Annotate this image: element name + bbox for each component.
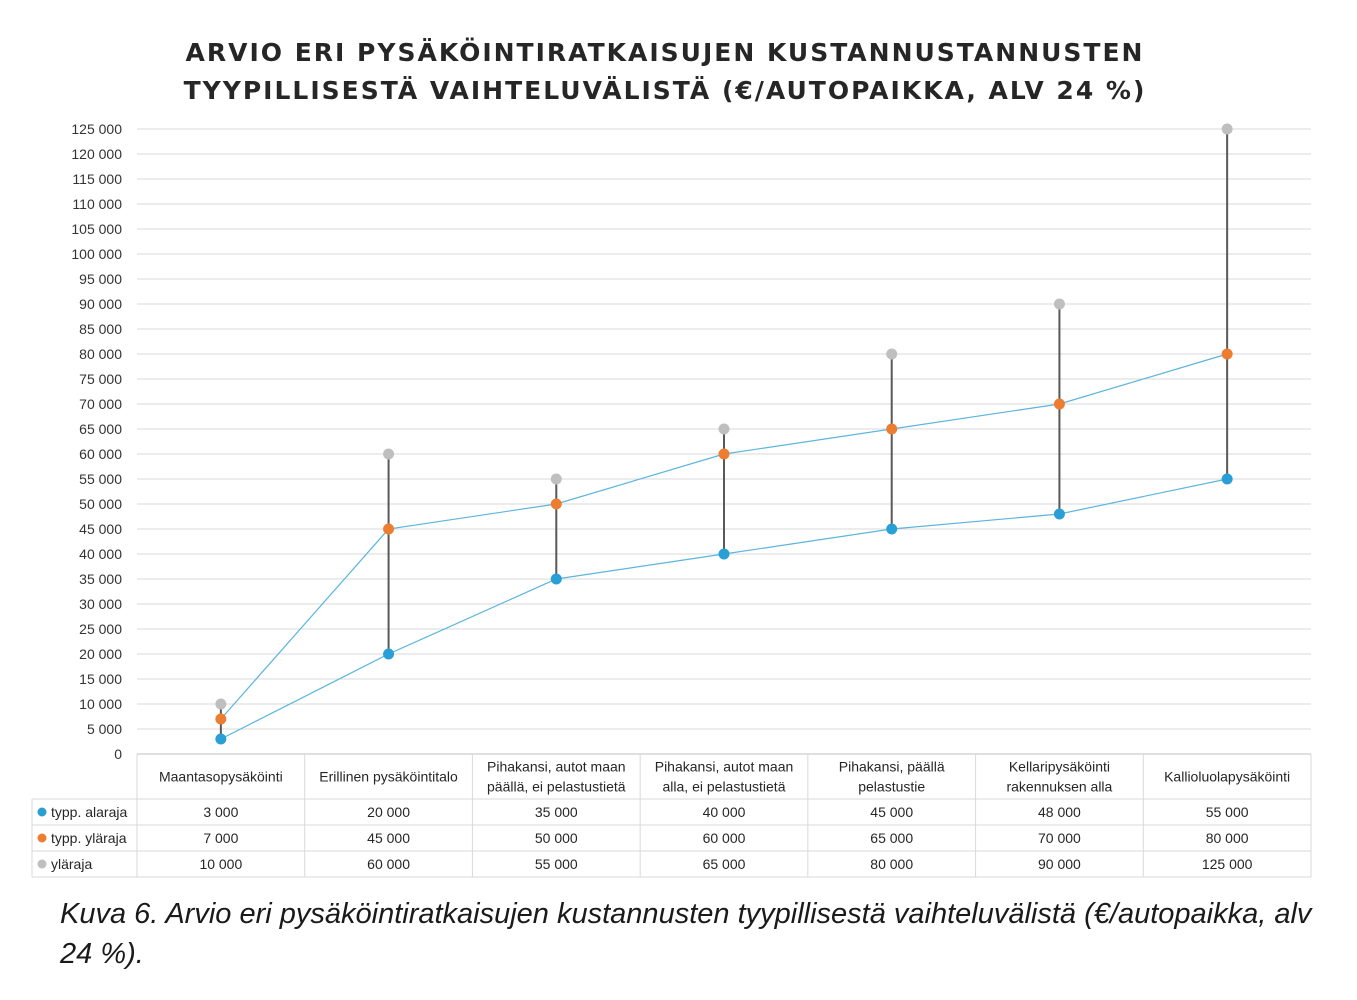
data-point: [1222, 124, 1233, 135]
chart-title-line-1: ARVIO ERI PYSÄKÖINTIRATKAISUJEN KUSTANNUSTANNUSTEN: [185, 38, 1145, 67]
data-point: [1054, 299, 1065, 310]
legend-marker: [38, 808, 47, 817]
legend-label: typp. yläraja: [51, 830, 127, 846]
y-tick-label: 50 000: [79, 496, 122, 512]
y-tick-label: 20 000: [79, 646, 122, 662]
legend-label: typp. alaraja: [51, 804, 128, 820]
y-tick-label: 85 000: [79, 321, 122, 337]
y-tick-label: 45 000: [79, 521, 122, 537]
data-point: [1054, 399, 1065, 410]
data-point: [215, 699, 226, 710]
data-label: 65 000: [702, 856, 746, 872]
y-tick-label: 110 000: [72, 196, 122, 212]
data-label: 45 000: [367, 830, 410, 846]
y-tick-label: 10 000: [79, 696, 122, 712]
category-label: Pihakansi, autot maan: [654, 758, 794, 775]
data-label: 10 000: [199, 856, 243, 872]
y-tick-label: 95 000: [79, 271, 122, 287]
data-point: [1222, 474, 1233, 485]
data-label: 45 000: [870, 804, 914, 820]
data-point: [886, 349, 897, 360]
data-label: 60 000: [367, 856, 410, 872]
data-label: 125 000: [1201, 856, 1253, 872]
data-point: [886, 424, 897, 435]
category-label: Pihakansi, autot maan: [487, 758, 626, 775]
y-tick-label: 5 000: [86, 721, 122, 737]
data-label: 90 000: [1038, 856, 1081, 872]
y-tick-label: 65 000: [79, 421, 122, 437]
data-label: 35 000: [534, 804, 578, 820]
data-label: 48 000: [1038, 804, 1081, 820]
data-point: [1054, 509, 1065, 520]
data-label: 80 000: [1205, 830, 1249, 846]
data-label: 60 000: [702, 830, 746, 846]
category-label: rakennuksen alla: [1006, 778, 1113, 795]
data-label: 70 000: [1038, 830, 1081, 846]
data-label: 50 000: [534, 830, 578, 846]
category-label: päällä, ei pelastustietä: [487, 778, 626, 795]
y-tick-label: 30 000: [79, 596, 122, 612]
y-tick-label: 0: [114, 746, 122, 762]
data-point: [215, 714, 226, 725]
y-tick-label: 70 000: [79, 396, 122, 412]
category-label: Kellaripysäköinti: [1008, 758, 1111, 775]
y-tick-label: 90 000: [79, 296, 122, 312]
data-point: [551, 574, 562, 585]
data-point: [215, 734, 226, 745]
y-tick-label: 25 000: [79, 621, 122, 637]
data-point: [551, 499, 562, 510]
y-tick-label: 15 000: [79, 671, 122, 687]
legend-label: yläraja: [51, 856, 93, 872]
y-tick-label: 35 000: [79, 571, 122, 587]
data-point: [383, 449, 394, 460]
y-tick-label: 40 000: [79, 546, 122, 562]
y-tick-label: 125 000: [71, 121, 122, 137]
category-label: Erillinen pysäköintitalo: [319, 768, 458, 785]
data-label: 40 000: [702, 804, 746, 820]
data-label: 65 000: [870, 830, 914, 846]
y-tick-label: 100 000: [71, 246, 122, 262]
data-point: [886, 524, 897, 535]
data-point: [1222, 349, 1233, 360]
category-label: pelastustie: [858, 778, 926, 795]
data-label: 55 000: [534, 856, 578, 872]
category-label: alla, ei pelastustietä: [662, 778, 786, 795]
chart-title-line-2: TYYPILLISESTÄ VAIHTELUVÄLISTÄ (€/AUTOPAIKKA, ALV 24 %): [183, 76, 1147, 105]
y-tick-label: 105 000: [71, 221, 122, 237]
data-point: [383, 524, 394, 535]
y-tick-label: 75 000: [79, 371, 122, 387]
y-tick-label: 115 000: [72, 171, 122, 187]
data-point: [719, 424, 730, 435]
data-label: 20 000: [367, 804, 410, 820]
category-label: Maantasopysäköinti: [158, 768, 283, 785]
data-label: 7 000: [203, 830, 239, 846]
y-tick-label: 120 000: [71, 146, 122, 162]
category-label: Kallioluolapysäköinti: [1164, 768, 1291, 785]
data-label: 80 000: [870, 856, 914, 872]
data-label: 3 000: [203, 804, 239, 820]
y-tick-label: 60 000: [79, 446, 122, 462]
y-tick-label: 55 000: [79, 471, 122, 487]
figure-caption: Kuva 6. Arvio eri pysäköintiratkaisujen kustannusten tyypillisestä vaihteluvälistä (€/autopaikka, alv 24 %).: [60, 898, 1312, 970]
legend-marker: [38, 834, 47, 843]
data-point: [551, 474, 562, 485]
legend-marker: [38, 860, 47, 869]
category-label: Pihakansi, päällä: [838, 758, 945, 775]
data-label: 55 000: [1205, 804, 1249, 820]
data-point: [383, 649, 394, 660]
data-point: [719, 449, 730, 460]
data-point: [719, 549, 730, 560]
y-tick-label: 80 000: [79, 346, 122, 362]
